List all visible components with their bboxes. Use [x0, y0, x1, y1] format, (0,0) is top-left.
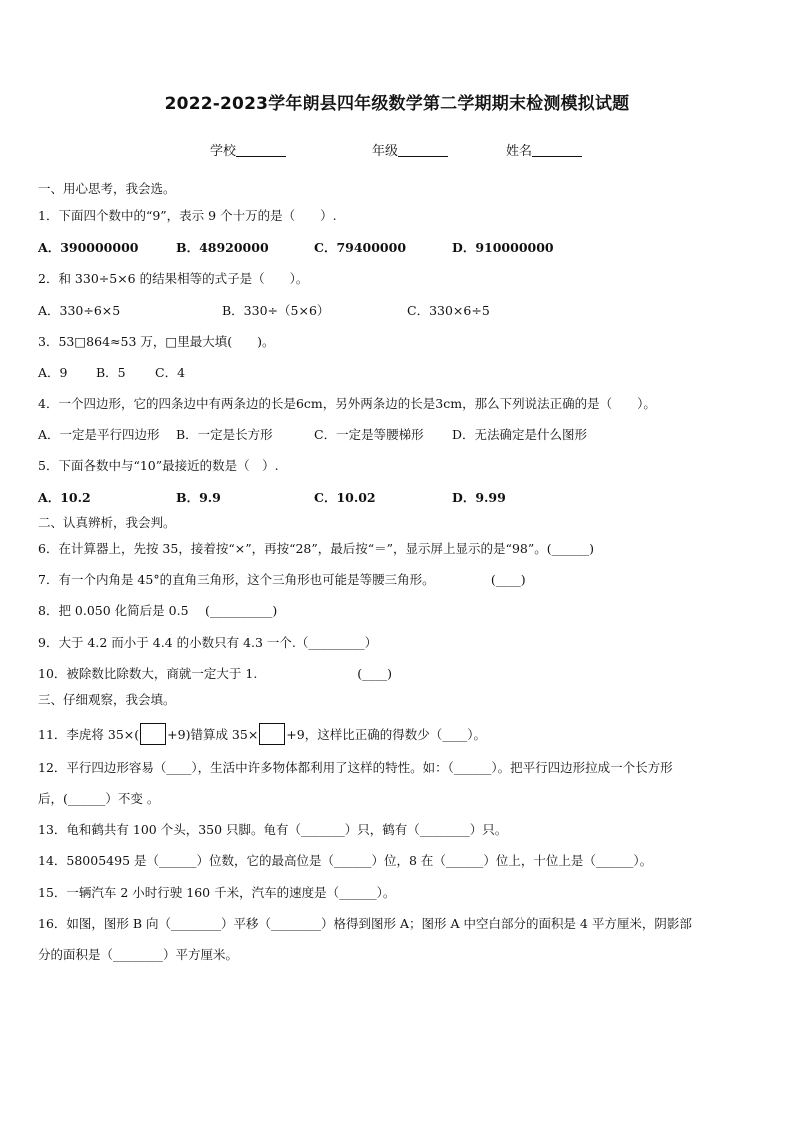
grade-blank	[398, 143, 448, 157]
question-4: 4．一个四边形，它的四条边中有两条边的长是6cm，另外两条边的长是3cm，那么下列说法正确的是（ ）。	[38, 396, 656, 411]
q11-answer-box-1	[140, 723, 166, 745]
question-9: 9．大于 4.2 而小于 4.4 的小数只有 4.3 一个.（_________）	[38, 635, 378, 650]
school-label: 学校	[210, 144, 237, 159]
q4-option-d: D．无法确定是什么图形	[452, 427, 588, 442]
question-12-line-1: 12．平行四边形容易（____），生活中许多物体都利用了这样的特性。如：（______）。把平行四边形拉成一个长方形	[38, 760, 673, 775]
question-12-line-2: 后，(______）不变 。	[38, 791, 160, 806]
question-13: 13．龟和鹤共有 100 个头，350 只脚。龟有（_______）只，鹤有（________）只。	[38, 822, 508, 837]
question-10: 10．被除数比除数大，商就一定大于 1. (____)	[38, 666, 393, 681]
q11-answer-box-2	[259, 723, 285, 745]
q4-option-c: C．一定是等腰梯形	[314, 427, 424, 442]
q11-text-3: +9，这样比正确的得数少（____）。	[286, 727, 486, 742]
question-6: 6．在计算器上，先按 35，接着按“×”，再按“28”，最后按“＝”，显示屏上显示的是“98”。(______)	[38, 541, 594, 556]
q11-text-1: 11．李虎将 35×(	[38, 727, 140, 742]
question-8: 8．把 0.050 化简后是 0.5 (__________)	[38, 603, 278, 618]
q5-option-a: A．10.2	[38, 490, 91, 505]
name-blank	[532, 143, 582, 157]
grade-field	[372, 140, 448, 159]
question-7: 7．有一个内角是 45°的直角三角形，这个三角形也可能是等腰三角形。 (____)	[38, 572, 526, 587]
q1-option-a: A．390000000	[38, 240, 139, 255]
q11-text-2: +9)错算成 35×	[167, 727, 259, 742]
question-11	[38, 723, 486, 745]
q3-option-c: C．4	[155, 365, 186, 380]
question-16-line-1: 16．如图，图形 B 向（________）平移（________）格得到图形 A；图形 A 中空白部分的面积是 4 平方厘米，阴影部	[38, 916, 692, 931]
question-1: 1．下面四个数中的“9”，表示 9 个十万的是（ ）.	[38, 208, 337, 223]
question-15: 15．一辆汽车 2 小时行驶 160 千米，汽车的速度是（______）。	[38, 885, 396, 900]
question-14: 14．58005495 是（______）位数，它的最高位是（______）位，8 在（______）位上，十位上是（______）。	[38, 853, 653, 868]
q1-option-d: D．910000000	[452, 240, 554, 255]
question-3: 3．53□864≈53 万，□里最大填( )。	[38, 334, 275, 349]
school-blank	[236, 143, 286, 157]
q3-option-a: A．9	[38, 365, 68, 380]
name-label: 姓名	[506, 144, 533, 159]
q5-option-d: D．9.99	[452, 490, 506, 505]
name-field	[506, 140, 582, 159]
q1-option-c: C．79400000	[314, 240, 407, 255]
q2-option-a: A．330÷6×5	[38, 303, 121, 318]
q2-option-c: C．330×6÷5	[407, 303, 490, 318]
page-title: 2022-2023学年朗县四年级数学第二学期期末检测模拟试题	[164, 94, 630, 114]
q5-option-c: C．10.02	[314, 490, 376, 505]
grade-label: 年级	[372, 144, 399, 159]
question-16-line-2: 分的面积是（________）平方厘米。	[38, 947, 239, 962]
q4-option-b: B．一定是长方形	[176, 427, 273, 442]
question-2: 2．和 330÷5×6 的结果相等的式子是（ ）。	[38, 271, 309, 286]
q4-option-a: A．一定是平行四边形	[38, 427, 160, 442]
q5-option-b: B．9.9	[176, 490, 221, 505]
section-1-heading: 一、用心思考，我会选。	[38, 181, 176, 196]
q3-option-b: B．5	[96, 365, 126, 380]
question-5: 5．下面各数中与“10”最接近的数是（ ）.	[38, 458, 279, 473]
section-2-heading: 二、认真辨析，我会判。	[38, 515, 176, 530]
q1-option-b: B．48920000	[176, 240, 269, 255]
section-3-heading: 三、仔细观察，我会填。	[38, 692, 176, 707]
school-field	[210, 140, 286, 159]
q2-option-b: B．330÷（5×6）	[222, 303, 330, 318]
